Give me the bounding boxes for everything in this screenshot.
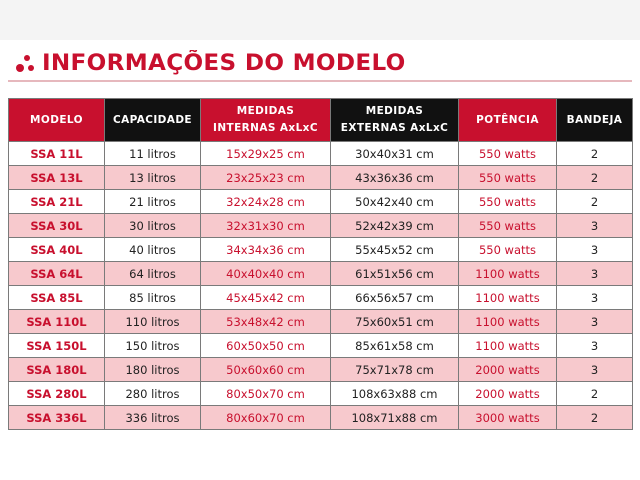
cell-medidas-externas: 85x61x58 cm (331, 334, 459, 358)
cell-modelo: SSA 64L (9, 262, 105, 286)
table-row (9, 286, 633, 310)
cell-bandeja: 2 (557, 406, 633, 430)
cell-bandeja: 3 (557, 262, 633, 286)
cell-medidas-internas: 80x60x70 cm (201, 406, 331, 430)
model-specs-table (8, 98, 633, 430)
cell-bandeja: 2 (557, 190, 633, 214)
cell-bandeja: 2 (557, 166, 633, 190)
cell-potencia: 550 watts (459, 142, 557, 166)
table-row (9, 262, 633, 286)
table-header-row (9, 99, 633, 142)
table-row (9, 358, 633, 382)
cell-modelo: SSA 150L (9, 334, 105, 358)
table-row (9, 238, 633, 262)
header-medidas-internas (201, 99, 331, 142)
cell-medidas-externas: 50x42x40 cm (331, 190, 459, 214)
cell-medidas-internas: 32x31x30 cm (201, 214, 331, 238)
cell-medidas-internas: 80x50x70 cm (201, 382, 331, 406)
cell-medidas-internas: 40x40x40 cm (201, 262, 331, 286)
cell-medidas-internas: 60x50x50 cm (201, 334, 331, 358)
cell-medidas-externas: 61x51x56 cm (331, 262, 459, 286)
cell-modelo: SSA 21L (9, 190, 105, 214)
cell-modelo: SSA 280L (9, 382, 105, 406)
cell-capacidade: 21 litros (105, 190, 201, 214)
cell-medidas-internas: 50x60x60 cm (201, 358, 331, 382)
cell-capacidade: 13 litros (105, 166, 201, 190)
header-medidas-externas-line2: EXTERNAS AxLxC (340, 122, 449, 134)
top-bar (0, 0, 640, 40)
header-capacidade: CAPACIDADE (105, 99, 201, 142)
cell-modelo: SSA 30L (9, 214, 105, 238)
table-row (9, 190, 633, 214)
cell-modelo: SSA 13L (9, 166, 105, 190)
header-potencia: POTÊNCIA (459, 99, 557, 142)
cell-medidas-externas: 52x42x39 cm (331, 214, 459, 238)
cell-potencia: 1100 watts (459, 334, 557, 358)
cell-bandeja: 3 (557, 310, 633, 334)
molecule-dots-icon (14, 51, 36, 75)
header-medidas-internas-line2: INTERNAS AxLxC (213, 122, 318, 134)
cell-medidas-externas: 43x36x36 cm (331, 166, 459, 190)
cell-medidas-internas: 15x29x25 cm (201, 142, 331, 166)
header-modelo: MODELO (9, 99, 105, 142)
header-medidas-externas-line1: MEDIDAS (365, 105, 424, 117)
cell-bandeja: 3 (557, 214, 633, 238)
table-row (9, 166, 633, 190)
cell-medidas-internas: 34x34x36 cm (201, 238, 331, 262)
page-title: INFORMAÇÕES DO MODELO (42, 50, 406, 76)
cell-medidas-internas: 53x48x42 cm (201, 310, 331, 334)
cell-modelo: SSA 180L (9, 358, 105, 382)
cell-bandeja: 2 (557, 382, 633, 406)
cell-potencia: 1100 watts (459, 286, 557, 310)
cell-medidas-externas: 55x45x52 cm (331, 238, 459, 262)
table-row (9, 334, 633, 358)
header-medidas-internas-line1: MEDIDAS (236, 105, 295, 117)
table-row (9, 406, 633, 430)
cell-medidas-externas: 75x60x51 cm (331, 310, 459, 334)
cell-potencia: 550 watts (459, 190, 557, 214)
table-row (9, 142, 633, 166)
cell-capacidade: 64 litros (105, 262, 201, 286)
table-row (9, 214, 633, 238)
header-medidas-externas (331, 99, 459, 142)
cell-potencia: 550 watts (459, 166, 557, 190)
cell-medidas-externas: 66x56x57 cm (331, 286, 459, 310)
cell-modelo: SSA 40L (9, 238, 105, 262)
cell-medidas-externas: 30x40x31 cm (331, 142, 459, 166)
cell-bandeja: 3 (557, 358, 633, 382)
cell-potencia: 2000 watts (459, 358, 557, 382)
cell-medidas-internas: 32x24x28 cm (201, 190, 331, 214)
cell-modelo: SSA 336L (9, 406, 105, 430)
cell-potencia: 550 watts (459, 214, 557, 238)
cell-capacidade: 150 litros (105, 334, 201, 358)
cell-medidas-internas: 23x25x23 cm (201, 166, 331, 190)
cell-potencia: 550 watts (459, 238, 557, 262)
cell-capacidade: 11 litros (105, 142, 201, 166)
cell-modelo: SSA 85L (9, 286, 105, 310)
cell-capacidade: 180 litros (105, 358, 201, 382)
cell-medidas-externas: 75x71x78 cm (331, 358, 459, 382)
cell-modelo: SSA 11L (9, 142, 105, 166)
cell-capacidade: 336 litros (105, 406, 201, 430)
cell-bandeja: 2 (557, 142, 633, 166)
cell-capacidade: 280 litros (105, 382, 201, 406)
cell-medidas-externas: 108x63x88 cm (331, 382, 459, 406)
cell-potencia: 1100 watts (459, 262, 557, 286)
cell-capacidade: 30 litros (105, 214, 201, 238)
cell-capacidade: 110 litros (105, 310, 201, 334)
cell-bandeja: 3 (557, 334, 633, 358)
cell-potencia: 3000 watts (459, 406, 557, 430)
cell-bandeja: 3 (557, 238, 633, 262)
cell-capacidade: 40 litros (105, 238, 201, 262)
cell-modelo: SSA 110L (9, 310, 105, 334)
header-bandeja: BANDEJA (557, 99, 633, 142)
cell-capacidade: 85 litros (105, 286, 201, 310)
cell-medidas-internas: 45x45x42 cm (201, 286, 331, 310)
title-divider (8, 80, 632, 82)
cell-medidas-externas: 108x71x88 cm (331, 406, 459, 430)
cell-potencia: 1100 watts (459, 310, 557, 334)
cell-bandeja: 3 (557, 286, 633, 310)
cell-potencia: 2000 watts (459, 382, 557, 406)
table-row (9, 310, 633, 334)
table-body (9, 142, 633, 430)
table-row (9, 382, 633, 406)
section-header (14, 48, 406, 78)
